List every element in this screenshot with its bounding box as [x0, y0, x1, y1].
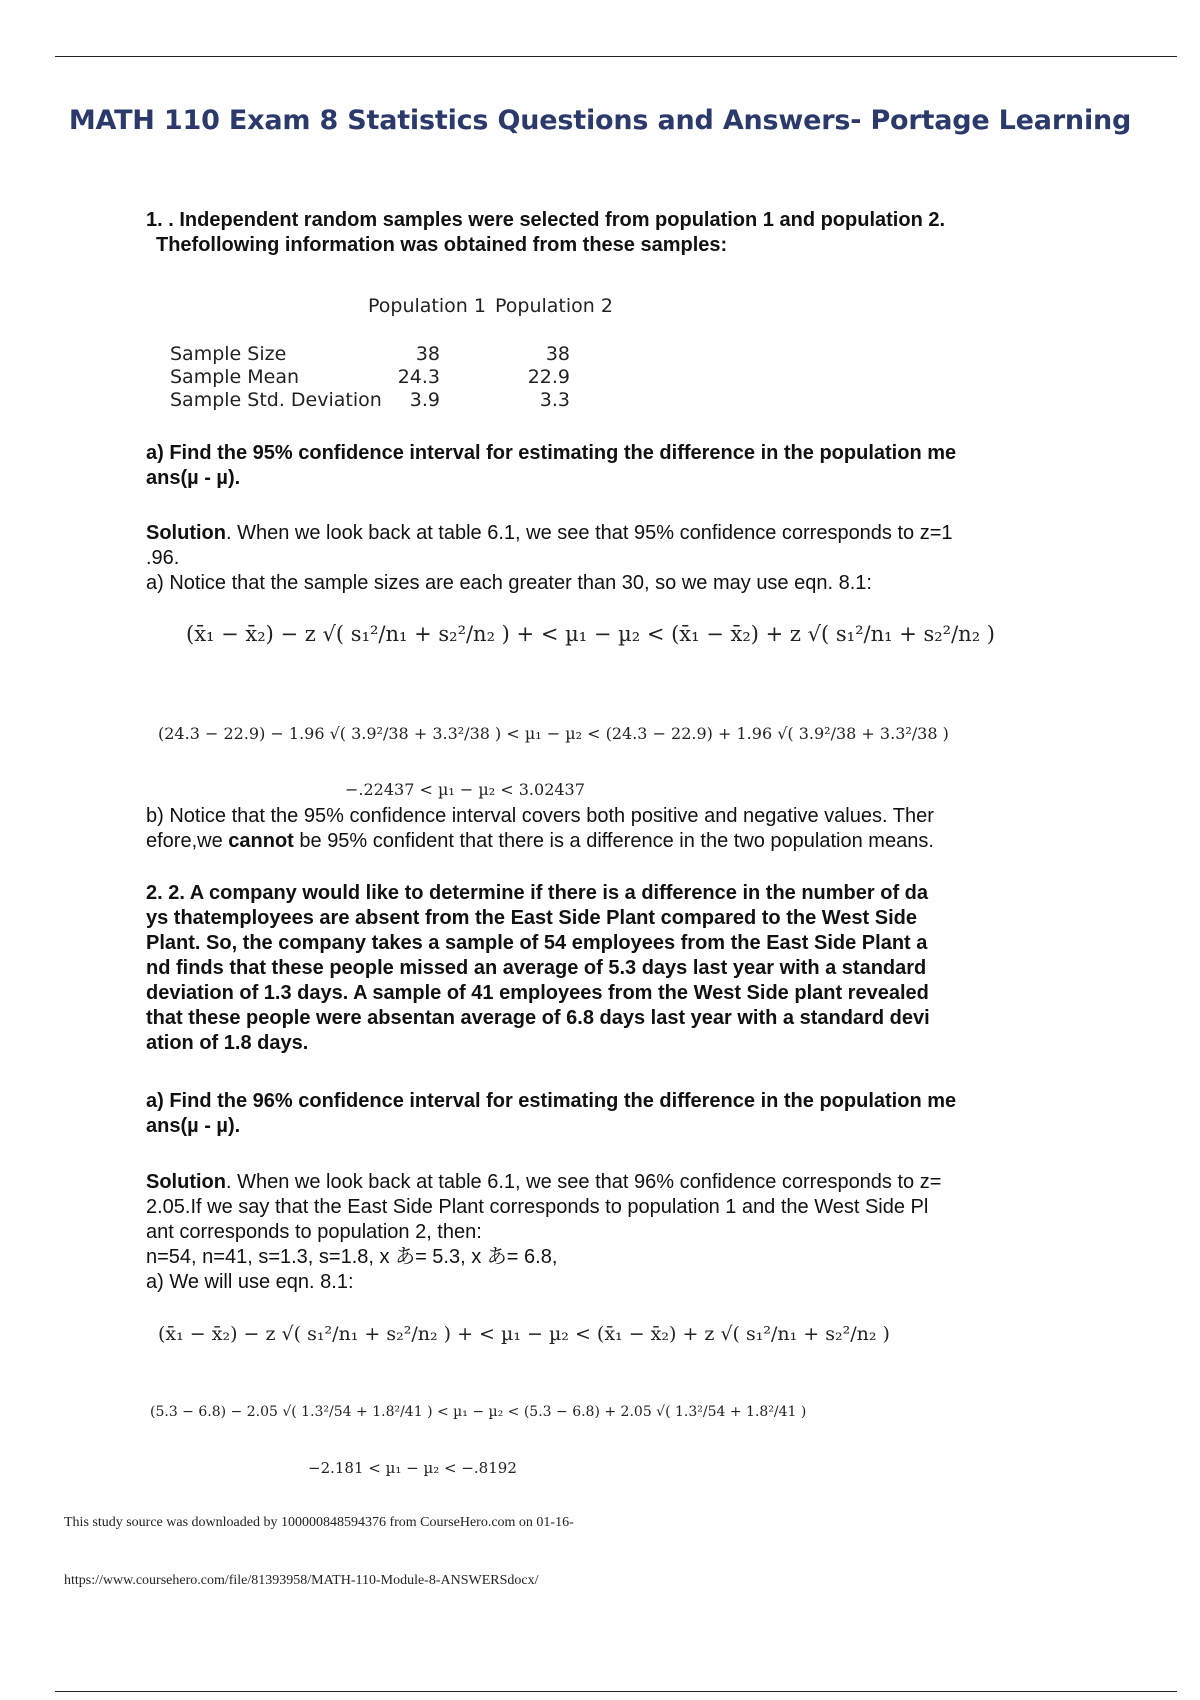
- q2-solution-line: 2.05.If we say that the East Side Plant corresponds to population 1 and the West Side Pl: [146, 1196, 929, 1218]
- q1-part-b-emphasis: cannot: [228, 830, 294, 852]
- row-value-p2: 22.9: [527, 366, 570, 388]
- q1-part-b-end: be 95% confident that there is a difference in the two population means.: [293, 830, 934, 852]
- q1-part-a-line: ans(µ - µ).: [146, 467, 241, 489]
- q2-question-line: ys thatemployees are absent from the East Side Plant compared to the West Side: [146, 907, 917, 929]
- q1-part-b-start: efore,we: [146, 830, 229, 852]
- q2-solution: [146, 1170, 1096, 1295]
- row-label: Sample Mean: [170, 366, 300, 388]
- q1-substitution: (24.3 − 22.9) − 1.96 √( 3.9²/38 + 3.3²/38 ) < µ₁ − µ₂ < (24.3 − 22.9) + 1.96 √( 3.9²/38 + 3.3²/38 ): [158, 724, 949, 743]
- q2-formula: (x̄₁ − x̄₂) − z √( s₁²/n₁ + s₂²/n₂ ) + < µ₁ − µ₂ < (x̄₁ − x̄₂) + z √( s₁²/n₁ + s₂²/n₂ ): [158, 1323, 890, 1345]
- row-label: Sample Size: [170, 343, 287, 365]
- top-rule: [55, 56, 1177, 57]
- q1-solution-line: .96.: [146, 547, 180, 569]
- table-header-population-1: Population 1: [368, 295, 486, 317]
- q2-result: −2.181 < µ₁ − µ₂ < −.8192: [308, 1459, 517, 1477]
- q2-question-line: ation of 1.8 days.: [146, 1032, 309, 1054]
- row-value-p1: 38: [415, 343, 440, 365]
- q2-part-a-line: a) Find the 96% confidence interval for estimating the difference in the population me: [146, 1090, 957, 1112]
- q1-result: −.22437 < µ₁ − µ₂ < 3.02437: [345, 780, 585, 799]
- q1-note-line: a) Notice that the sample sizes are each greater than 30, so we may use eqn. 8.1:: [146, 572, 872, 594]
- q2-question-line: Plant. So, the company takes a sample of 54 employees from the East Side Plant a: [146, 932, 928, 954]
- solution-label: Solution: [146, 522, 226, 544]
- q1-formula: (x̄₁ − x̄₂) − z √( s₁²/n₁ + s₂²/n₂ ) + < µ₁ − µ₂ < (x̄₁ − x̄₂) + z √( s₁²/n₁ + s₂²/n₂ ): [186, 622, 995, 646]
- q1-solution: [146, 521, 1096, 596]
- q2-question-line: nd finds that these people missed an average of 5.3 days last year with a standard: [146, 957, 927, 979]
- q2-solution-text: . When we look back at table 6.1, we see that 96% confidence corresponds to z=: [225, 1171, 942, 1193]
- q1-sample-table: [170, 295, 630, 415]
- q1-part-b: [146, 804, 1096, 854]
- table-row: [170, 389, 630, 411]
- source-url[interactable]: https://www.coursehero.com/file/81393958/MATH-110-Module-8-ANSWERSdocx/: [64, 1573, 539, 1588]
- row-value-p2: 38: [545, 343, 570, 365]
- q2-solution-line: a) We will use eqn. 8.1:: [146, 1271, 354, 1293]
- page-title: MATH 110 Exam 8 Statistics Questions and Answers- Portage Learning: [68, 105, 1132, 136]
- q2-part-a: [146, 1089, 1096, 1139]
- q2-solution-line: n=54, n=41, s=1.3, s=1.8, x あ= 5.3, x あ= 6.8,: [146, 1246, 558, 1268]
- row-value-p1: 24.3: [397, 366, 440, 388]
- q1-part-b-line: b) Notice that the 95% confidence interval covers both positive and negative values. Ther: [146, 805, 934, 827]
- q2-solution-line: ant corresponds to population 2, then:: [146, 1221, 482, 1243]
- q1-question-line: 1. . Independent random samples were selected from population 1 and population 2.: [146, 209, 946, 231]
- table-row: [170, 366, 630, 388]
- q1-question: [146, 208, 1096, 258]
- solution-label: Solution: [146, 1171, 226, 1193]
- row-label: Sample Std. Deviation: [170, 389, 382, 411]
- q2-substitution: (5.3 − 6.8) − 2.05 √( 1.3²/54 + 1.8²/41 ) < µ₁ − µ₂ < (5.3 − 6.8) + 2.05 √( 1.3²/54 + 1.8²/41 ): [150, 1404, 807, 1420]
- q1-part-a-line: a) Find the 95% confidence interval for estimating the difference in the population me: [146, 442, 957, 464]
- source-note: This study source was downloaded by 100000848594376 from CourseHero.com on 01-16-: [64, 1515, 574, 1530]
- q1-solution-text: . When we look back at table 6.1, we see that 95% confidence corresponds to z=1: [225, 522, 953, 544]
- bottom-rule: [55, 1691, 1177, 1692]
- q2-question-line: 2. 2. A company would like to determine if there is a difference in the number of da: [146, 882, 929, 904]
- q2-question: [146, 881, 1096, 1056]
- table-header-population-2: Population 2: [495, 295, 613, 317]
- q2-question-line: deviation of 1.3 days. A sample of 41 employees from the West Side plant revealed: [146, 982, 929, 1004]
- table-row: [170, 343, 630, 365]
- q1-part-a: [146, 441, 1096, 491]
- q2-part-a-line: ans(µ - µ).: [146, 1115, 241, 1137]
- row-value-p1: 3.9: [409, 389, 440, 411]
- q2-question-line: that these people were absentan average of 6.8 days last year with a standard devi: [146, 1007, 930, 1029]
- q1-question-line: Thefollowing information was obtained from these samples:: [156, 234, 728, 256]
- row-value-p2: 3.3: [539, 389, 570, 411]
